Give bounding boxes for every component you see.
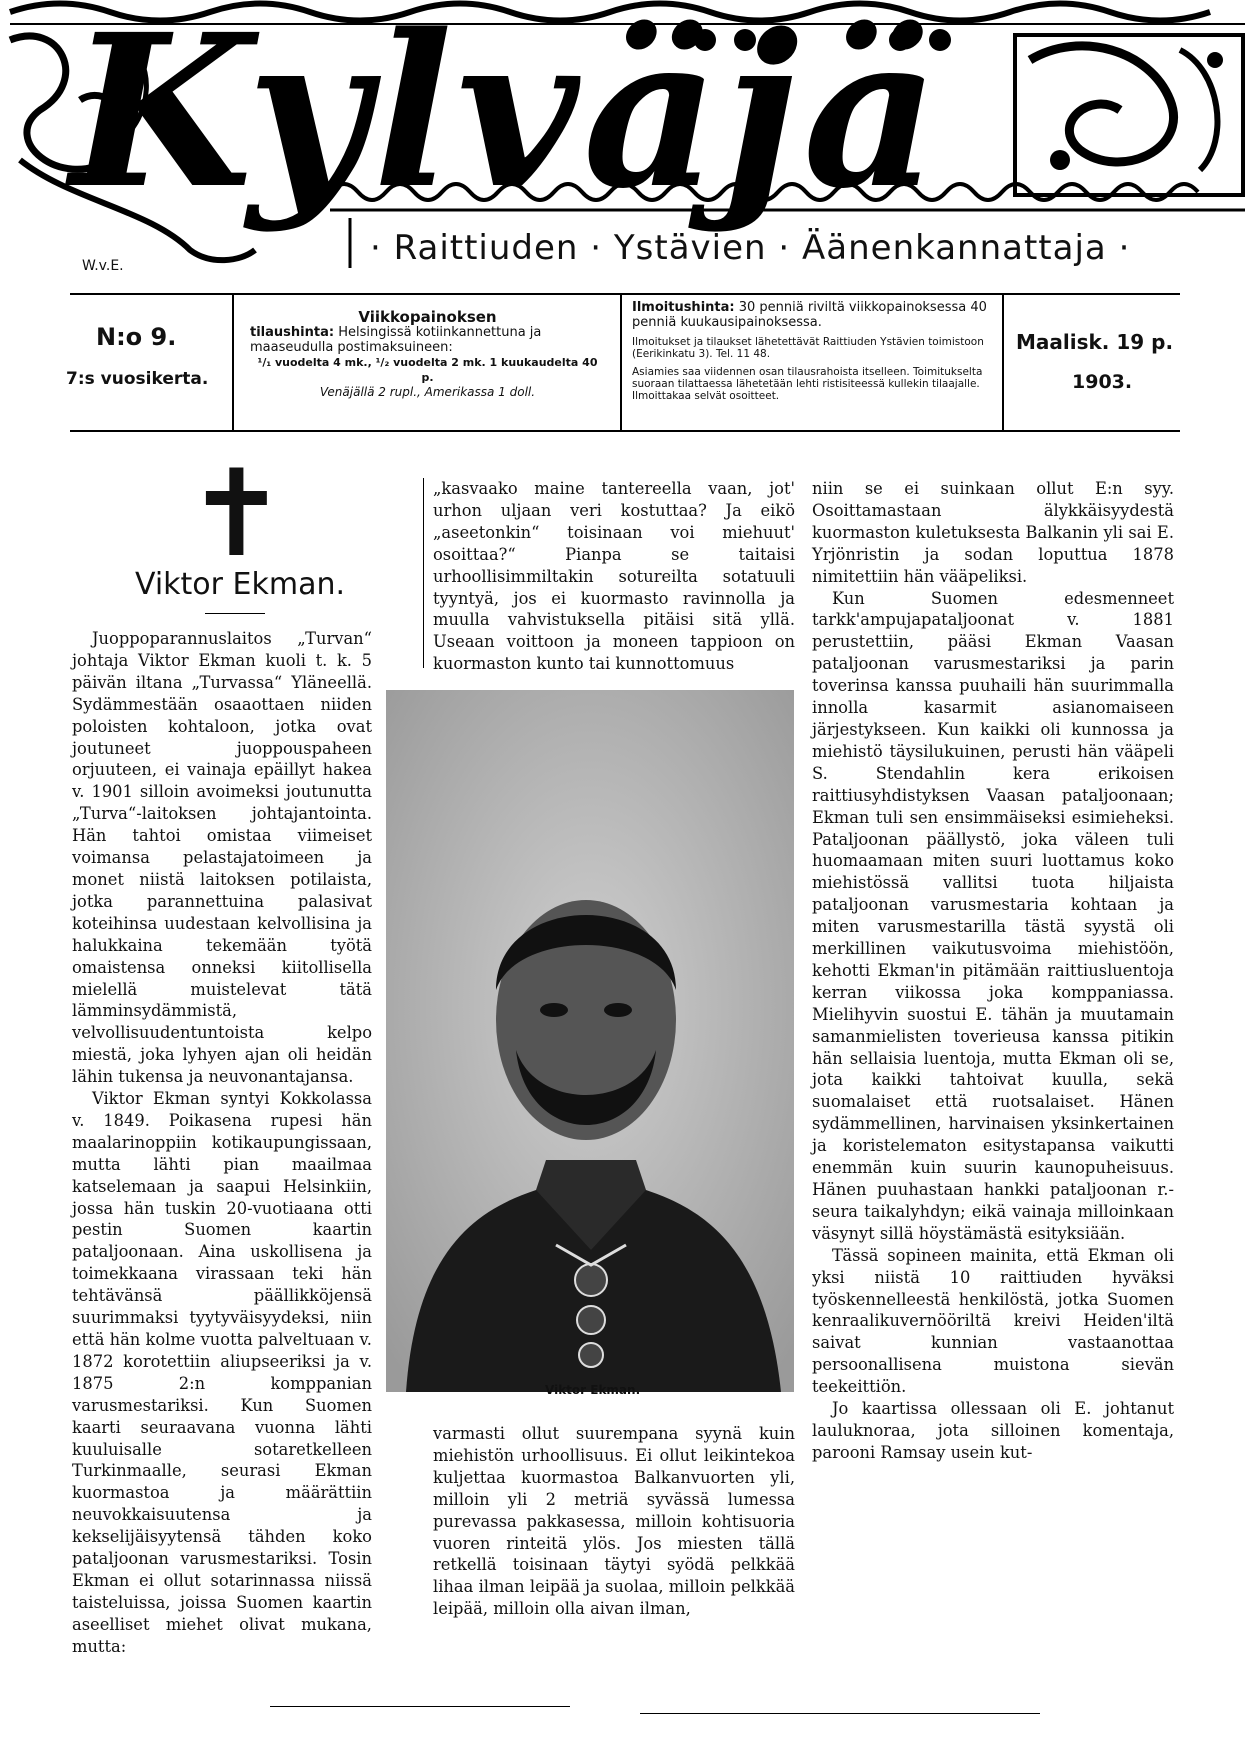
article-paragraph: varmasti ollut suurempana syynä kuin miehistön urhoollisuus. Ei ollut leikintekoa kuljettaa kuormastoa Balkanvuorten yli, milloin yli 2 metriä syvässä lumessa purevassa pakkasessa, milloin kohtisuoria vuoren rinteitä ylös. Jos miesten tällä retkellä toisinaan täytyi syödä pelkkää lihaa ilman leipää ja suolaa, milloin pelkkää leipää, milloin olla aivan ilman,	[433, 1424, 795, 1619]
artist-signature: W.v.E.	[82, 258, 124, 274]
article-paragraph: Juoppoparannuslaitos „Turvan“ johtaja Viktor Ekman kuoli t. k. 5 päivän iltana „Turvassa“ Yläneellä. Sydämmestään osaaottaen niiden poloisten kohtaloon, jotka ovat joutuneet juoppouspaheen orjuuteen, ei vainaja epäillyt hakea v. 1901 silloin avoimeksi joutunutta „Turva“-laitoksen johtajantointa. Hän tahtoi omistaa viimeiset voimansa pelastajatoimeen ja monet niistä laitoksen potilaista, jotka parannettuina palasivat koteihinsa uudestaan kelvollisina ja halukkaina tekemään työtä omaistensa onneksi kiitollisella mielellä muistelevat tätä lämminsydämmistä, velvollisuudentuntoista kelpo miestä, joka lyhyen ajan oli heidän lähin tukensa ja neuvonantajansa.	[72, 629, 372, 1087]
advertising-info	[632, 300, 992, 402]
article-paragraph: Tässä sopineen mainita, että Ekman oli yksi niistä 10 raittiuden hyväksi työskennelleestä henkilöstä, jotka Suomen kenraalikuvernööriltä kreivi Heiden'iltä saivat kunnian vastaanottaa persoonallisena muistona sievän teekeittiön.	[812, 1245, 1174, 1397]
ad-label: Ilmoitushinta:	[632, 300, 735, 315]
portrait-photo	[386, 690, 794, 1392]
subscription-label: tilaushinta:	[250, 325, 335, 340]
subscription-prices: ¹/₁ vuodelta 4 mk., ¹/₂ vuodelta 2 mk. 1 kuukaudelta 40 p.	[257, 356, 598, 384]
masthead	[0, 0, 1253, 280]
article-column-1	[72, 628, 372, 1658]
memorial-cross-icon: ✝	[186, 445, 287, 584]
infobar-divider	[620, 293, 622, 432]
volume-label: 7:s vuosikerta.	[66, 369, 209, 389]
infobar-bottom-rule	[70, 430, 1180, 432]
article-headline: Viktor Ekman.	[134, 567, 346, 602]
issue-number: N:o 9.	[96, 323, 177, 351]
article-paragraph: „kasvaako maine tantereella vaan, jot' urhon uljaan veri kostuttaa? Ja eikö „aseetonkin“ toisinaan voi miehuut' osoittaa?“ Pianpa se taitaisi urhoollisimmiltakin sotureilta sotatuuli tyyntyä, jos ei kuormasto ravinnolla ja muulla vahvistuksella pitäisi sitä yllä. Useaan voittoon ja moneen tappioon on kuormaston kunto tai kunnottomuus	[433, 479, 795, 674]
subscription-abroad: Venäjällä 2 rupl., Amerikassa 1 doll.	[319, 385, 536, 399]
article-column-2-top	[433, 478, 795, 675]
ad-text: 30 penniä riviltä viikkopainoksessa 40 penniä kuukausipainoksessa.	[632, 300, 987, 330]
newspaper-subtitle: · Raittiuden · Ystävien · Äänenkannattaja ·	[370, 228, 1131, 268]
issue-date: Maalisk. 19 p.	[1016, 330, 1174, 354]
ad-orders: Ilmoitukset ja tilaukset lähetettävät Raittiuden Ystävien toimistoon (Eerikinkatu 3). Tel. 11 48.	[632, 336, 984, 360]
article-paragraph: Jo kaartissa ollessaan oli E. johtanut lauluknoraa, jota silloinen komentaja, parooni Ramsay usein kut-	[812, 1399, 1174, 1462]
article-paragraph: Viktor Ekman syntyi Kokkolassa v. 1849. Poikasena rupesi hän maalarinoppiin kotikaupungissaan, mutta lähti pian maailmaa katselemaan ja saapui Helsinkiin, jossa hän tuskin 20-vuotiaana otti pestin Suomen kaartin pataljoonaan. Aina uskollisena ja toimekkaana virassaan teki hän tehtävänsä päällikköjensä suurimmaksi tyytyväisyydeksi, niin että hän kolme vuotta palveltuaan v. 1872 korotettiin aliupseeriksi ja v. 1875 2:n komppanian varusmestariksi. Kun Suomen kaarti seuraavana vuonna lähti kuuluisalle sotaretkelleen Turkinmaalle, seurasi Ekman kuormastoa ja määrättiin neuvokkaisuutensa ja kekselijäisyytensä tähden koko pataljoonan varusmestariksi. Tosin Ekman ei ollut sotarinnassa niissä taisteluissa, joissa Suomen kaartin aseelliset miehet olivat mukana, mutta:	[72, 1089, 372, 1656]
article-column-3	[812, 478, 1174, 1464]
subscription-heading: Viikkopainoksen	[358, 308, 497, 326]
column-divider	[423, 478, 424, 668]
subscription-text: Helsingissä kotiinkannettuna ja maaseudulla postimaksuineen:	[250, 325, 542, 355]
infobar-divider	[232, 293, 234, 432]
headline-rule	[205, 613, 265, 614]
article-column-2-bottom	[433, 1423, 795, 1620]
infobar-top-rule	[70, 293, 1180, 295]
issue-year: 1903.	[1072, 371, 1133, 393]
infobar-divider	[1002, 293, 1004, 432]
ad-agents: Asiamies saa viidennen osan tilausrahoista itselleen. Toimitukselta suoraan tilattaessa lähetetään lehti ristisiteessä kullekin tilaajalle. Ilmoittakaa selvät osoitteet.	[632, 366, 983, 402]
photo-caption: Viktor Ekman.	[545, 1383, 641, 1397]
subscription-info	[250, 310, 605, 400]
article-paragraph: niin se ei suinkaan ollut E:n syy. Osoittamastaan älykkäisyydestä kuormaston kuletuksesta Balkanin yli sai E. Yrjönristin ja sodan loputtua 1878 nimitettiin hän vääpeliksi.	[812, 479, 1174, 586]
bottom-rule	[270, 1706, 570, 1707]
bottom-rule	[640, 1713, 1040, 1714]
article-paragraph: Kun Suomen edesmenneet tarkk'ampujapataljoonat v. 1881 perustettiin, pääsi Ekman Vaasan pataljoonan varusmestariksi ja parin toverinsa kanssa puuhaili hän suurimmalla innolla kasarmit asianomaiseen järjestykseen. Kun kaikki oli kunnossa ja miehistö täysilukuinen, perusti hän vääpeli S. Stendahlin kera erikoisen raittiusyhdistyksen Vaasan pataljoonaan; Ekman tuli sen ensimmäiseksi esimieheksi. Pataljoonan päällystö, joka väleen tuli huomaamaan miten suuri luottamus koko miehistössä vallitsi tuota hiljaista pataljoonan varusmestaria kohtaan ja miten varusmestarilla tästä syystä oli merkillinen vaikutusvoima miehistöön, kehotti Ekman'in pitämään raittiusluentoja kerran viikossa joka komppaniassa. Mielihyvin suostui E. tähän ja muutamain samanmielisten toverieusa kanssa pitikin hän sellaisia luentoja, mutta Ekman oli se, jota kaikki tahtoivat kuulla, sekä suomalaiset että ruotsalaiset. Hänen sydämmellinen, harvinaisen yksinkertainen ja koristelematon esitystapansa vaikutti enemmän kuin suurin kaunopuheisuus. Hänen puuhastaan hankki pataljoonan r.-seura taikalyhdyn; eikä vainaja milloinkaan väsynyt sillä höystämästä esityksiään.	[812, 588, 1174, 1243]
newspaper-title: Kylväjä	[70, 0, 944, 235]
portrait-image	[386, 690, 794, 1392]
